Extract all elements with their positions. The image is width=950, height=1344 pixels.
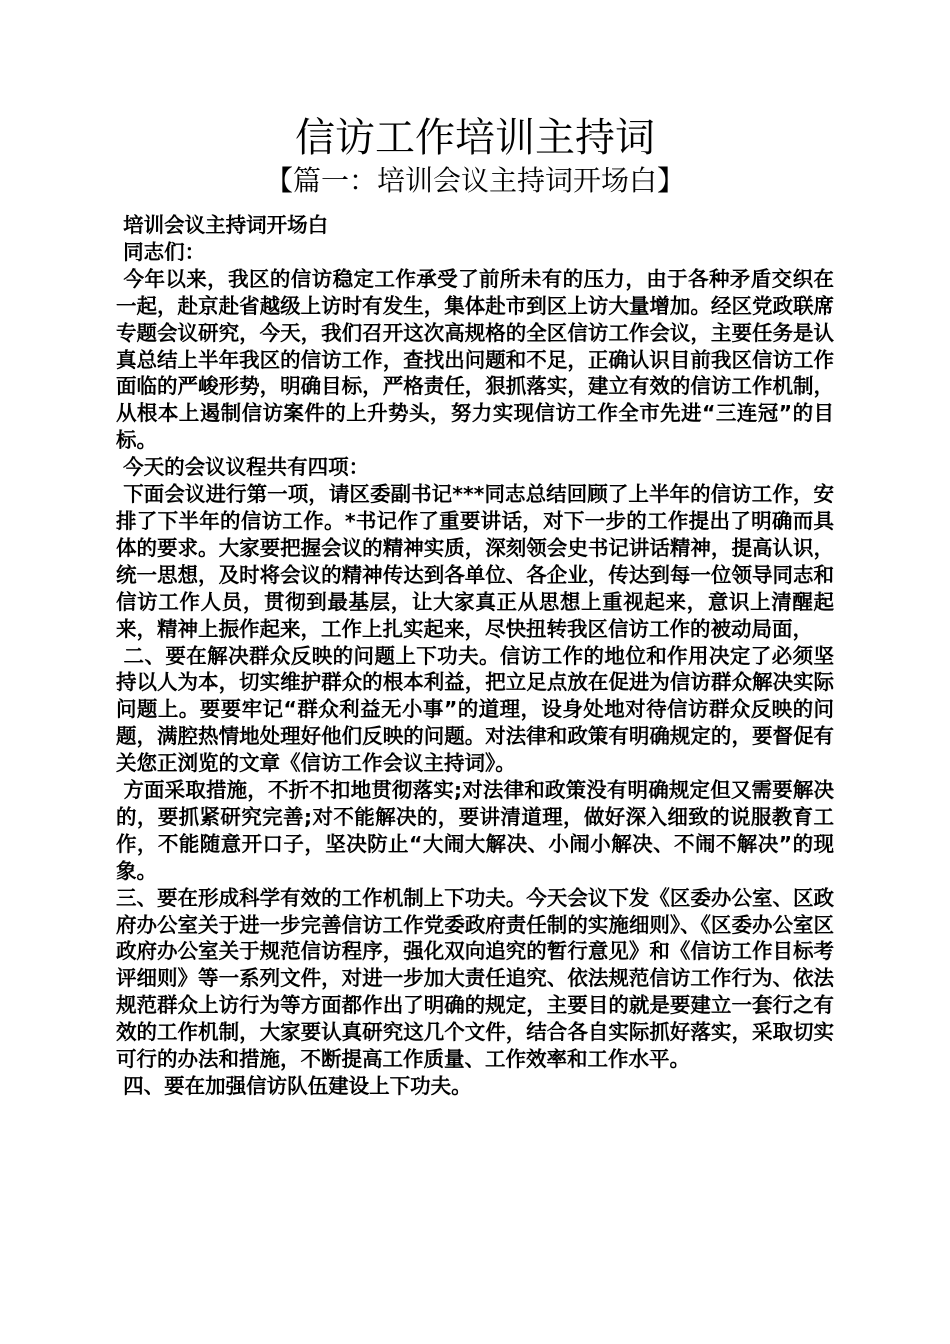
document-body (116, 212, 834, 1100)
document-title: 信访工作培训主持词 (295, 115, 655, 161)
paragraph-item-one: 下面会议进行第一项，请区委副书记***同志总结回顾了上半年的信访工作，安排了下半年的信访工作。*书记作了重要讲话，对下一步的工作提出了明确而具体的要求。大家要把握会议的精神实质，深刻领会史书记讲话精神，提高认识，统一思想，及时将会议的精神传达到各单位、各企业，传达到每一位领导同志和信访工作人员，贯彻到最基层，让大家真正从思想上重视起来，意识上清醒起来，精神上振作起来，工作上扎实起来，尽快扭转我区信访工作的被动局面， (116, 482, 834, 641)
paragraph-heading: 培训会议主持词开场白 (116, 213, 329, 237)
paragraph-intro: 今年以来，我区的信访稳定工作承受了前所未有的压力，由于各种矛盾交织在一起，赴京赴省越级上访时有发生，集体赴市到区上访大量增加。经区党政联席专题会议研究，今天，我们召开这次高规格的全区信访工作会议，主要任务是认真总结上半年我区的信访工作，查找出问题和不足，正确认识目前我区信访工作面临的严峻形势，明确目标，严格责任，狠抓落实，建立有效的信访工作机制，从根本上遏制信访案件的上升势头，努力实现信访工作全市先进“三连冠”的目标。 (116, 266, 834, 453)
paragraph-item-two: 二、要在解决群众反映的问题上下功夫。信访工作的地位和作用决定了必须坚持以人为本，切实维护群众的根本利益，把立足点放在促进为信访群众解决实际问题上。要要牢记“群众利益无小事”的道理，设身处地对待信访群众反映的问题，满腔热情地处理好他们反映的问题。对法律和政策有明确规定的，要督促有关您正浏览的文章《信访工作会议主持词》。 (116, 643, 834, 776)
paragraph-item-four: 四、要在加强信访队伍建设上下功夫。 (116, 1074, 472, 1098)
document-subtitle: 【篇一：培训会议主持词开场白】 (264, 164, 685, 197)
paragraph-measures: 方面采取措施，不折不扣地贯彻落实;对法律和政策没有明确规定但又需要解决的，要抓紧研究完善;对不能解决的，要讲清道理，做好深入细致的说服教育工作，不能随意开口子，坚决防止“大闹大解决、小闹小解决、不闹不解决”的现象。 (116, 778, 835, 883)
paragraph-agenda: 今天的会议议程共有四项： (116, 455, 370, 480)
paragraph-salutation: 同志们： (116, 239, 206, 264)
paragraph-item-three: 三、要在形成科学有效的工作机制上下功夫。今天会议下发《区委办公室、区政府办公室关于进一步完善信访工作党委政府责任制的实施细则》、《区委办公室区政府办公室关于规范信访程序，强化双向追究的暂行意见》和《信访工作目标考评细则》等一系列文件，对进一步加大责任追究、依法规范信访工作行为、依法规范群众上访行为等方面都作出了明确的规定，主要目的就是要建立一套行之有效的工作机制，大家要认真研究这几个文件，结合各自实际抓好落实，采取切实可行的办法和措施，不断提高工作质量、工作效率和工作水平。 (116, 885, 834, 1072)
